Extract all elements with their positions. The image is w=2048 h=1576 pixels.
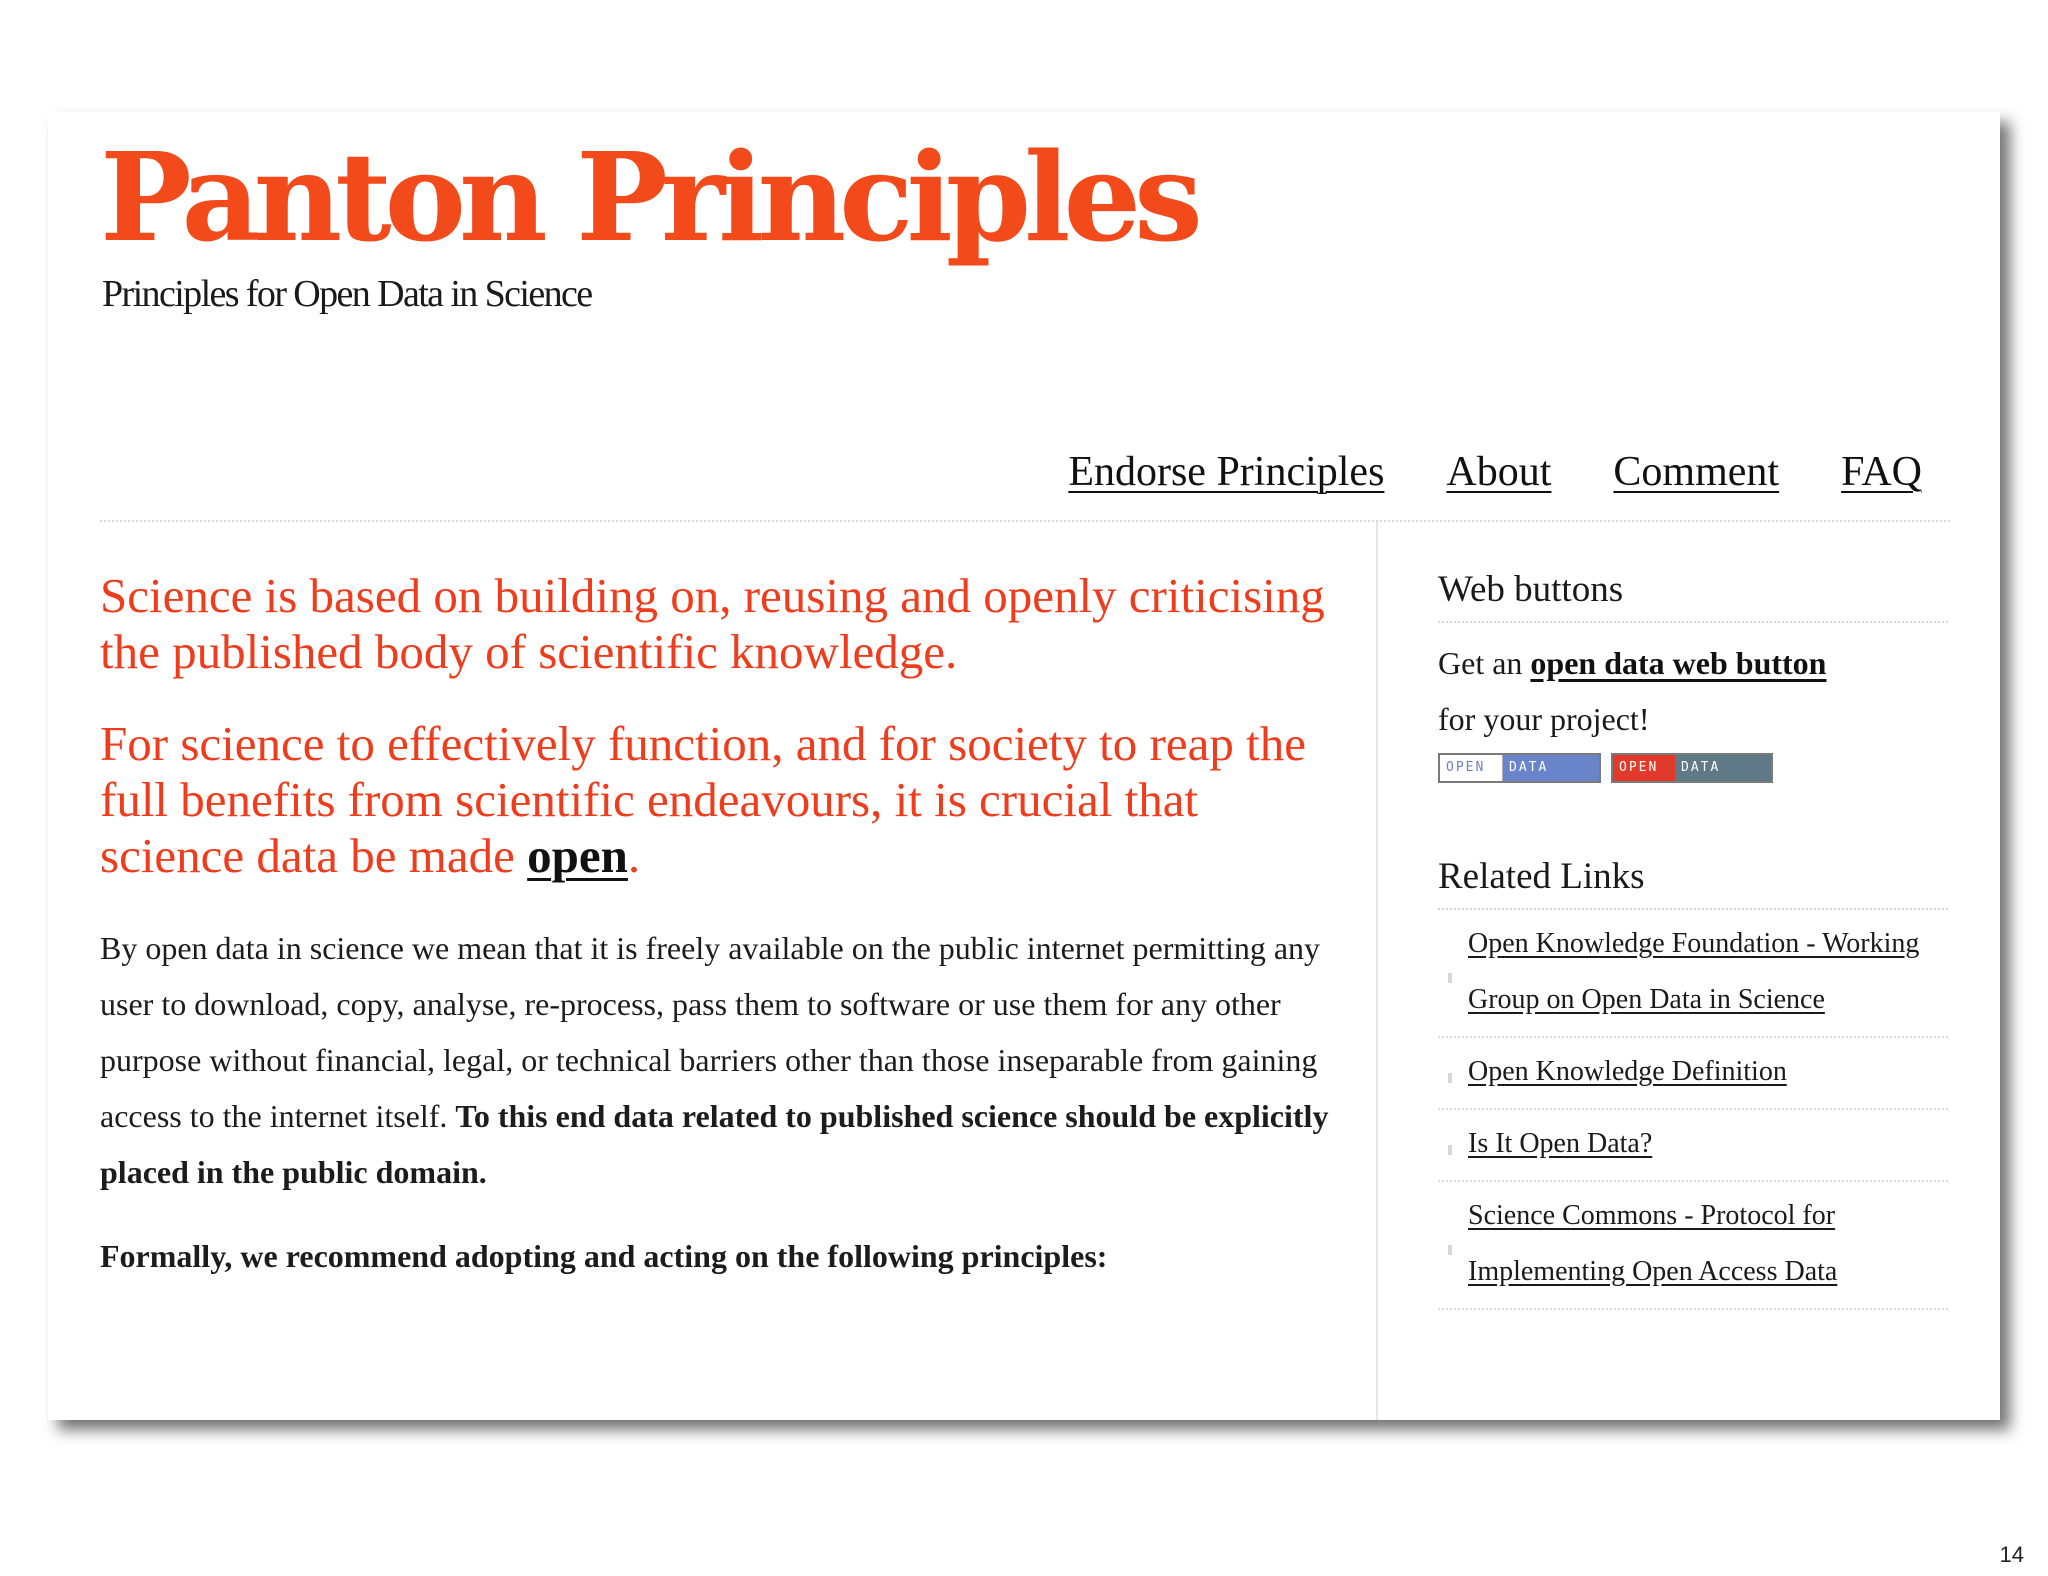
related-link-okf-working-group[interactable]: Open Knowledge Foundation - Working Group on Open Data in Science xyxy=(1468,928,1920,1015)
open-data-web-button-link[interactable]: open data web button xyxy=(1530,645,1827,681)
list-item xyxy=(1438,910,1948,1038)
site-title[interactable]: Panton Principles xyxy=(100,125,1196,269)
open-data-badge-blue[interactable] xyxy=(1438,753,1601,783)
nav-divider xyxy=(100,520,1950,522)
nav-comment[interactable]: Comment xyxy=(1613,449,1780,495)
lead-statement-2 xyxy=(100,716,1350,884)
web-buttons-heading: Web buttons xyxy=(1438,568,1948,623)
related-link-science-commons-protocol[interactable]: Science Commons - Protocol for Implementing Open Access Data xyxy=(1468,1200,1838,1287)
definition-bold-text: To this end data related to published science should be explicitly placed in the public domain. xyxy=(100,1098,1329,1190)
list-item xyxy=(1438,1182,1948,1310)
related-links-heading: Related Links xyxy=(1438,855,1948,910)
column-divider xyxy=(1376,522,1378,1420)
open-data-badge-red[interactable] xyxy=(1611,753,1773,783)
nav-faq[interactable]: FAQ xyxy=(1841,449,1922,495)
badge-row xyxy=(1438,753,1948,783)
lead-statement-1: Science is based on building on, reusing and openly criticising the published body of scientific knowledge. xyxy=(100,568,1325,679)
badge-blue-right: DATA xyxy=(1503,755,1599,781)
badge-red-right: DATA xyxy=(1675,755,1771,781)
list-item xyxy=(1438,1110,1948,1182)
main-nav xyxy=(1068,448,1922,496)
related-links-section xyxy=(1438,855,1948,1310)
recommendation-bold-text: Formally, we recommend adopting and acting on the following principles: xyxy=(100,1238,1108,1274)
nav-about[interactable]: About xyxy=(1446,449,1552,495)
badge-red-left: OPEN xyxy=(1613,755,1675,781)
web-buttons-section xyxy=(1438,568,1948,783)
web-buttons-text-after: for your project! xyxy=(1438,701,1650,737)
related-link-open-knowledge-definition[interactable]: Open Knowledge Definition xyxy=(1468,1056,1787,1087)
main-content xyxy=(100,568,1350,1312)
recommendation-intro xyxy=(100,1228,1350,1284)
slide-page-number: 14 xyxy=(1999,1542,2024,1567)
open-link[interactable]: open xyxy=(527,828,628,883)
lead-statement-2-text: For science to effectively function, and for society to reap the full benefits from scientific endeavours, it is crucial that science data be made xyxy=(100,716,1306,883)
sidebar xyxy=(1438,568,1948,1310)
related-link-is-it-open-data[interactable]: Is It Open Data? xyxy=(1468,1128,1653,1159)
badge-blue-left: OPEN xyxy=(1440,755,1503,781)
website-screenshot xyxy=(48,112,2000,1420)
nav-endorse-principles[interactable]: Endorse Principles xyxy=(1068,449,1385,495)
definition-text: By open data in science we mean that it is freely available on the public internet permitting any user to download, copy, analyse, re-process, pass them to software or use them for any other purpose without financial, legal, or technical barriers other than those inseparable from gaining access to the internet itself. xyxy=(100,930,1321,1134)
related-links-list xyxy=(1438,910,1948,1310)
site-tagline: Principles for Open Data in Science xyxy=(102,273,592,315)
web-buttons-text-before: Get an xyxy=(1438,645,1523,681)
web-buttons-text xyxy=(1438,635,1948,747)
open-data-definition xyxy=(100,920,1350,1200)
list-item xyxy=(1438,1038,1948,1110)
lead-statement-2-end: . xyxy=(627,828,641,883)
